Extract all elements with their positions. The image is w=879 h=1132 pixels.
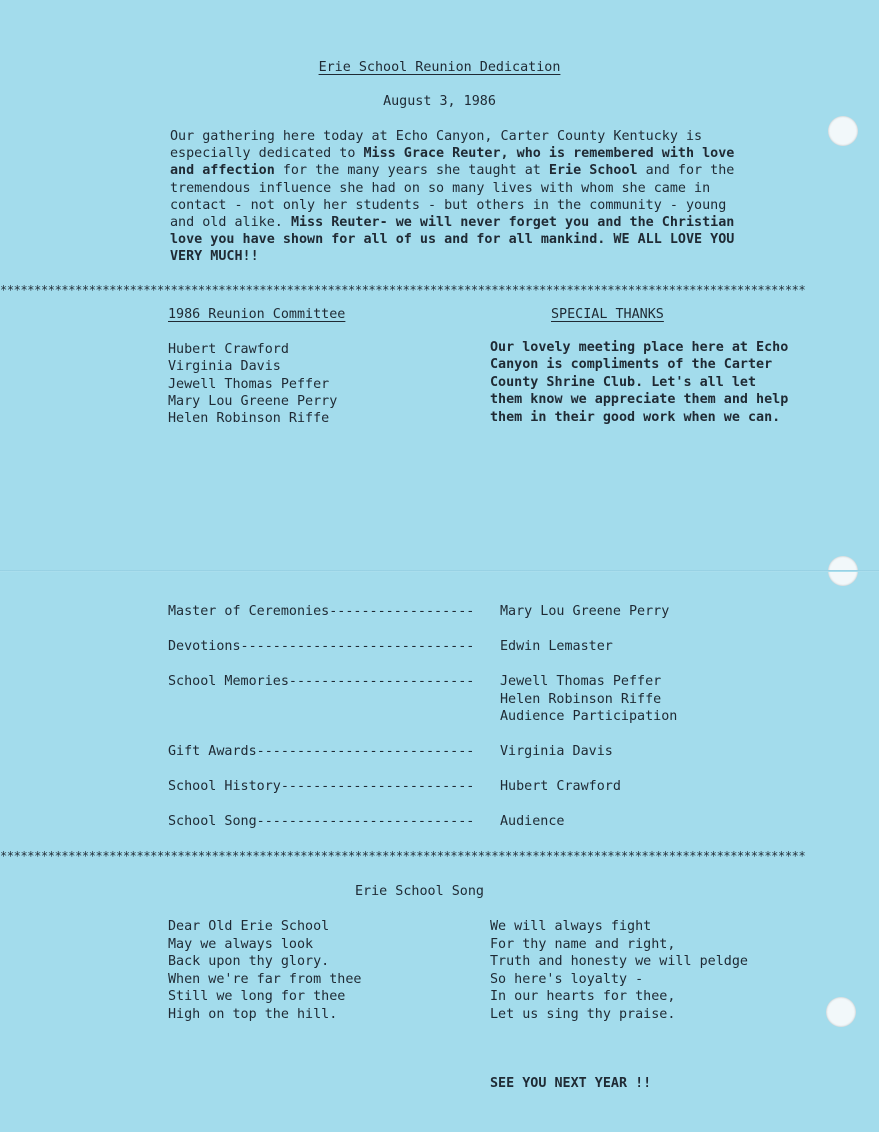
program-role: Master of Ceremonies------------------ (168, 604, 475, 619)
dedication-segment: Our gathering here today at Echo Canyon, Carter County Kentucky is especially dedicated to (170, 129, 703, 162)
punch-hole-bottom (826, 997, 856, 1027)
program-role: School History------------------------ (168, 779, 475, 794)
song-line: High on top the hill. (168, 1006, 338, 1022)
committee-member: Mary Lou Greene Perry (168, 394, 338, 409)
program-role: School Song--------------------------- (168, 814, 475, 829)
program-person: Mary Lou Greene Perry (500, 604, 670, 619)
song-title: Erie School Song (355, 884, 484, 899)
dedication-segment-bold: Erie School (548, 163, 638, 179)
program-person: Helen Robinson Riffe (500, 691, 662, 707)
song-verse-right (490, 918, 748, 1024)
program-person: Hubert Crawford (500, 779, 621, 794)
page-date: August 3, 1986 (383, 94, 496, 109)
song-line: For thy name and right, (490, 936, 676, 952)
dedication-segment-bold: Miss Reuter- we will never forget you and the Christian love you have shown for all of us and for all mankind. WE ALL LOVE YOU VERY MUCH!! (170, 215, 735, 265)
dedication-segment: and for the tremendous influence she had on so many lives with whom she came in contact - not only her students - but others in the community - young and old alike. (170, 163, 735, 231)
star-divider-bottom: ********************************************************************************************************************** (0, 849, 806, 863)
song-line: We will always fight (490, 919, 652, 934)
star-divider-top: ********************************************************************************************************************** (0, 283, 806, 297)
thanks-text: Our lovely meeting place here at Echo Canyon is compliments of the Carter County Shrine Club. Let's all let them know we appreciate them and help them in their good work when we can. (490, 340, 789, 425)
committee-member: Helen Robinson Riffe (168, 411, 330, 426)
program-person: Virginia Davis (500, 744, 613, 759)
dedication-paragraph (170, 128, 740, 266)
fold-crease (0, 570, 879, 572)
song-line: Still we long for thee (168, 989, 346, 1005)
thanks-heading: SPECIAL THANKS (551, 307, 664, 322)
committee-member: Hubert Crawford (168, 342, 289, 357)
program-role: Gift Awards--------------------------- (168, 744, 475, 759)
song-line: When we're far from thee (168, 971, 362, 987)
program-person: Edwin Lemaster (500, 639, 613, 654)
program-person: Audience (500, 814, 565, 829)
dedication-segment: for the many years she taught at (274, 163, 549, 179)
song-line: May we always look (168, 936, 314, 952)
song-line: Truth and honesty we will peldge (490, 954, 748, 970)
song-verse-left (168, 918, 361, 1024)
program-role: School Memories----------------------- (168, 674, 475, 689)
committee-heading: 1986 Reunion Committee (168, 307, 346, 322)
dedication-segment-bold: Miss Grace Reuter, who is remembered with love and affection (170, 146, 735, 179)
program-person: Audience Participation (500, 709, 678, 724)
committee-member: Jewell Thomas Peffer (168, 377, 330, 392)
song-line: Dear Old Erie School (168, 919, 330, 934)
song-line: In our hearts for thee, (490, 989, 676, 1005)
program-person: Jewell Thomas Peffer (500, 674, 662, 689)
song-line: Let us sing thy praise. (490, 1006, 676, 1022)
page-title: Erie School Reunion Dedication (318, 60, 561, 75)
program-role: Devotions----------------------------- (168, 639, 475, 654)
closing-message: SEE YOU NEXT YEAR !! (490, 1076, 652, 1091)
punch-hole-top (828, 116, 858, 146)
committee-member: Virginia Davis (168, 359, 281, 374)
song-line: Back upon thy glory. (168, 954, 330, 970)
song-line: So here's loyalty - (490, 971, 644, 987)
